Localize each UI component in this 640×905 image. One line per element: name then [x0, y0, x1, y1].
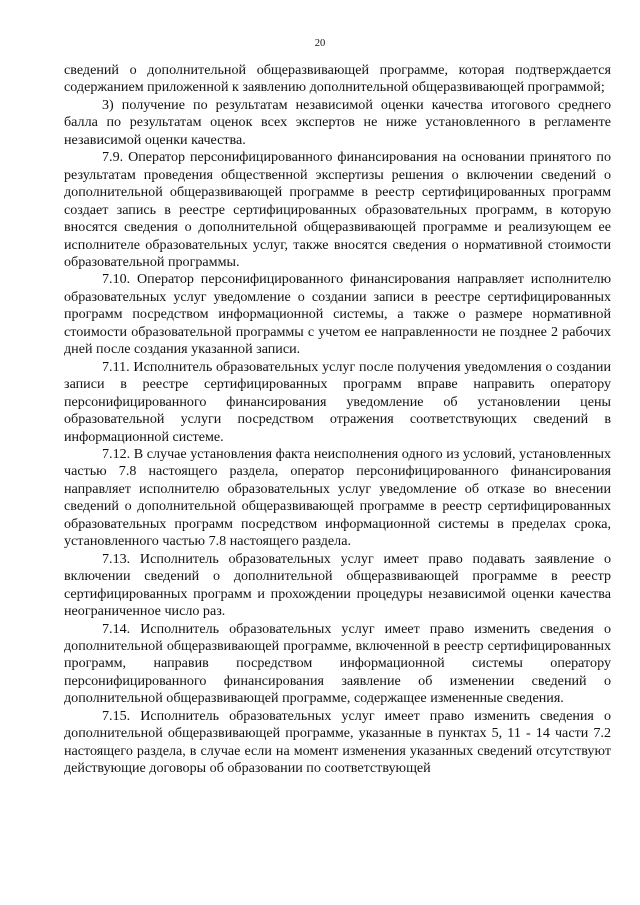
paragraph-7-15: 7.15. Исполнитель образовательных услуг имеет право изменить сведения о дополнительной общеразвивающей программе, указанные в пунктах 5, 11 - 14 части 7.2 настоящего раздела, в случае если на момент изменения указанных сведений отсутствуют действующие договоры об образовании по соответствующей — [64, 707, 611, 777]
paragraph-7-11: 7.11. Исполнитель образовательных услуг после получения уведомления о создании записи в реестре сертифицированных программ вправе направить оператору персонифицированного финансирования уведомление об установлении цены образовательной услуги посредством отражения соответствующих сведений в информационной системе. — [64, 358, 611, 445]
paragraph-7-12: 7.12. В случае установления факта неисполнения одного из условий, установленных частью 7.8 настоящего раздела, оператор персонифицированного финансирования направляет исполнителю образовательных услуг уведомление об отказе во внесении сведений о дополнительной общеразвивающей программе в реестр сертифицированных образовательных программ посредством информационной системы в пределах срока, установленного частью 7.8 настоящего раздела. — [64, 445, 611, 550]
paragraph-7-9: 7.9. Оператор персонифицированного финансирования на основании принятого по результатам проведения общественной экспертизы решения о включении сведений о дополнительной общеразвивающей программе в реестр сертифицированных программ создает запись в реестре сертифицированных образовательных программ, в которую вносятся сведения о дополнительной общеразвивающей программе и реализующем ее исполнителе образовательных услуг, также вносятся сведения о нормативной стоимости образовательной программы. — [64, 149, 611, 270]
paragraph-7-10: 7.10. Оператор персонифицированного финансирования направляет исполнителю образовательных услуг уведомление о создании записи в реестре сертифицированных программ посредством информационной системы, а также о размере нормативной стоимости образовательной программы с учетом ее направленности не позднее 2 рабочих дней после создания указанной записи. — [64, 271, 611, 358]
page-number: 20 — [314, 38, 326, 49]
paragraph-7-14: 7.14. Исполнитель образовательных услуг имеет право изменить сведения о дополнительной общеразвивающей программе, включенной в реестр сертифицированных программ, направив посредством информационной системы оператору персонифицированного финансирования заявление об изменении сведений о дополнительной общеразвивающей программе, содержащее измененные сведения. — [64, 620, 611, 707]
document-body — [64, 62, 611, 778]
paragraph-continuation: сведений о дополнительной общеразвивающей программе, которая подтверждается содержанием приложенной к заявлению дополнительной общеразвивающей программой; — [64, 62, 611, 96]
paragraph-7-13: 7.13. Исполнитель образовательных услуг имеет право подавать заявление о включении сведений о дополнительной общеразвивающей программе в реестр сертифицированных программ и прохождении процедуры независимой оценки качества неограниченное число раз. — [64, 550, 611, 620]
paragraph-item-3: 3) получение по результатам независимой оценки качества итогового среднего балла по результатам оценок всех экспертов не ниже установленного в регламенте независимой оценки качества. — [64, 96, 611, 148]
